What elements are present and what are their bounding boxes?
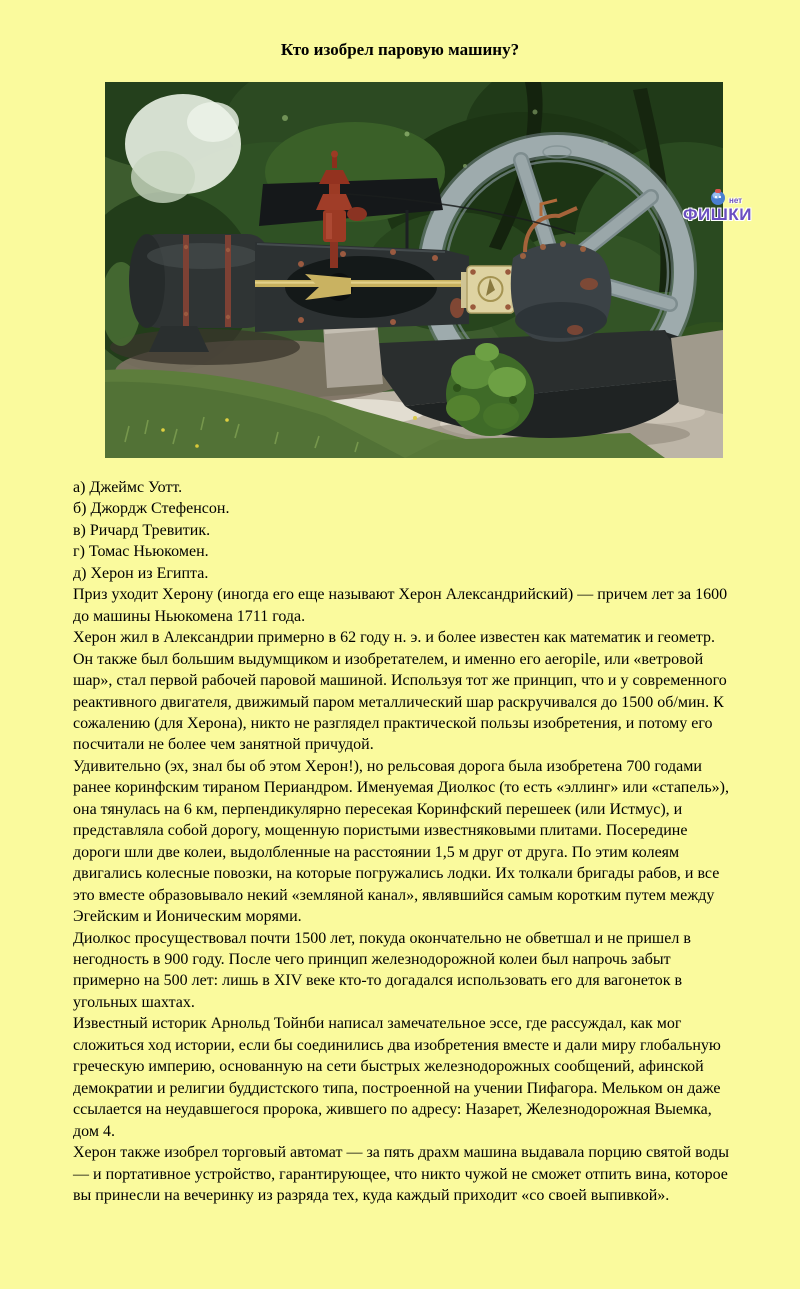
answer-option-d: д) Херон из Египта. [73,564,209,582]
watermark-text: ФИШКИ [683,205,752,224]
explanation-paragraph: Известный историк Арнольд Тойнби написал замечательное эссе, где рассуждал, как мог сложиться ход истории, если бы соединились два изобретения вместе и дали миру глобальную греческую империю, основанную на сети быстрых железнодорожных сообщений, афинской демократии и религии буддистского типа, построенной на учении Пифагора. Мельком он даже ссылается на неудавшегося пророка, жившего по адресу: Назарет, Железнодорожная Выемка, дом 4. [73,1015,721,1140]
answer-option-b: б) Джордж Стефенсон. [73,500,230,518]
explanation-paragraph: Херон жил в Александрии примерно в 62 году н. э. и более известен как математик и геометр. Он также был большим выдумщиком и изобретателем, и именно его aeropile, или «ветровой шар», стал первой рабочей паровой машиной. Используя тот же принцип, что и у современного реактивного двигателя, движимый паром металлический шар раскручивался до 1500 об/мин. К сожалению (для Херона), никто не разглядел практической пользы изобретения, и потому его посчитали не более чем занятной причудой. [73,629,727,754]
steam-engine-photo-art [105,82,723,458]
explanation-text [73,584,733,1206]
article-body [73,477,733,1206]
explanation-paragraph: Херон также изобрел торговый автомат — за пять драхм машина выдавала порцию святой воды — и портативное устройство, гарантирующее, что никто чужой не сможет отпить вина, которое вы принесли на вечеринку из разряда тех, куда каждый приходит «со своей выпивкой». [73,1144,730,1204]
question-title: Кто изобрел паровую машину? [280,40,520,59]
answer-option-a: а) Джеймс Уотт. [73,479,183,496]
explanation-paragraph: Диолкос просуществовал почти 1500 лет, покуда окончательно не обветшал и не пришел в негодность в 900 году. После чего принцип железнодорожной колеи был напрочь забыт примерно на 500 лет: лишь в XIV веке кто-то догадался использовать его для вагонеток в угольных шахтах. [73,929,691,1011]
answer-option-g: г) Томас Ньюкомен. [73,543,209,561]
watermark-suffix: нет [729,196,743,205]
explanation-paragraph: Удивительно (эх, знал бы об этом Херон!), но рельсовая дорога была изобретена 700 годами ранее коринфским тираном Периандром. Именуемая Диолкос (то есть «эллинг» или «стапель»), она тянулась на 6 км, перпендикулярно пересекая Коринфский перешеек (или Истмус), и представляла собой дорогу, мощенную пористыми известняковыми плитами. Посередине дороги шли две колеи, выдолбленные на расстоянии 1,5 м друг от друга. По этим колеям двигались колесные повозки, на которые погружались лодки. Их толкали бригады рабов, и все это вместе образовывало некий «земляной канал», являвшийся самым коротким путем между Эгейским и Ионическим морями. [73,757,729,926]
answer-options [73,477,733,584]
fishki-watermark-logo [683,188,769,234]
explanation-paragraph: Приз уходит Херону (иногда его еще называют Херон Александрийский) — причем лет за 1600 до машины Ньюкомена 1711 года. [73,586,728,625]
steam-engine-photo [105,82,723,458]
answer-option-v: в) Ричард Тревитик. [73,521,211,539]
